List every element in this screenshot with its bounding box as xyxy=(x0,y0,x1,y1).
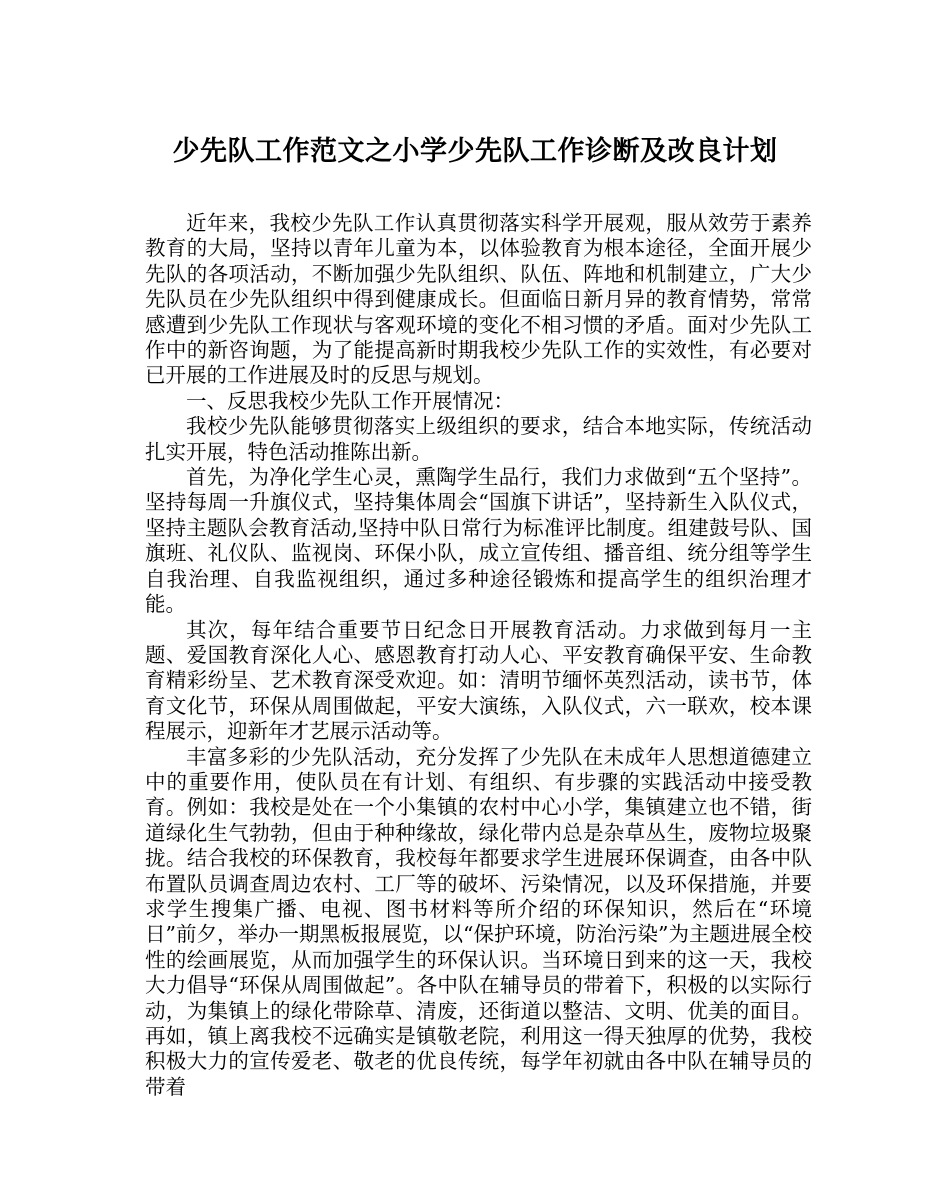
paragraph-intro: 近年来，我校少先队工作认真贯彻落实科学开展观，服从效劳于素养教育的大局，坚持以青年儿童为本，以体验教育为根本途径，全面开展少先队的各项活动，不断加强少先队组织、队伍、阵地和机制建立，广大少先队员在少先队组织中得到健康成长。但面临日新月异的教育情势，常常感遭到少先队工作现状与客观环境的变化不相习惯的矛盾。面对少先队工作中的新咨询题，为了能提高新时期我校少先队工作的实效性，有必要对已开展的工作进展及时的反思与规划。 xyxy=(145,211,812,388)
paragraph-environmental-activities: 丰富多彩的少先队活动，充分发挥了少先队在未成年人思想道德建立中的重要作用，使队员在有计划、有组织、有步骤的实践活动中接受教育。例如：我校是处在一个小集镇的农村中心小学，集镇建立也不错，街道绿化生气勃勃，但由于种种缘故，绿化带内总是杂草丛生，废物垃圾聚拢。结合我校的环保教育，我校每年都要求学生进展环保调查，由各中队布置队员调查周边农村、工厂等的破坏、污染情况，以及环保措施，并要求学生搜集广播、电视、图书材料等所介绍的环保知识，然后在“环境日”前夕，举办一期黑板报展览，以“保护环境，防治污染”为主题进展全校性的绘画展览，从而加强学生的环保认识。当环境日到来的这一天，我校大力倡导“环保从周围做起”。各中队在辅导员的带着下，积极的以实际行动，为集镇上的绿化带除草、清废，还街道以整洁、文明、优美的面目。再如，镇上离我校不远确实是镇敬老院，利用这一得天独厚的优势，我校积极大力的宣传爱老、敬老的优良传统，每学年初就由各中队在辅导员的带着 xyxy=(145,744,812,1099)
paragraph-overview: 我校少先队能够贯彻落实上级组织的要求，结合本地实际，传统活动扎实开展，特色活动推陈出新。 xyxy=(145,414,812,464)
section-heading-reflection: 一、反思我校少先队工作开展情况： xyxy=(186,388,514,413)
paragraph-five-persistences: 首先，为净化学生心灵，熏陶学生品行，我们力求做到“五个坚持”。坚持每周一升旗仪式，坚持集体周会“国旗下讲话”，坚持新生入队仪式，坚持主题队会教育活动,坚持中队日常行为标准评比制度。组建鼓号队、国旗班、礼仪队、监视岗、环保小队，成立宣传组、播音组、统分组等学生自我治理、自我监视组织，通过多种途径锻炼和提高学生的组织治理才能。 xyxy=(145,465,812,617)
document-body xyxy=(145,211,812,1100)
document-title: 少先队工作范文之小学少先队工作诊断及改良计划 xyxy=(172,136,778,167)
paragraph-festival-activities: 其次，每年结合重要节日纪念日开展教育活动。力求做到每月一主题、爱国教育深化人心、感恩教育打动人心、平安教育确保平安、生命教育精彩纷呈、艺术教育深受欢迎。如：清明节缅怀英烈活动，读书节，体育文化节，环保从周围做起，平安大演练，入队仪式，六一联欢，校本课程展示，迎新年才艺展示活动等。 xyxy=(145,617,812,744)
